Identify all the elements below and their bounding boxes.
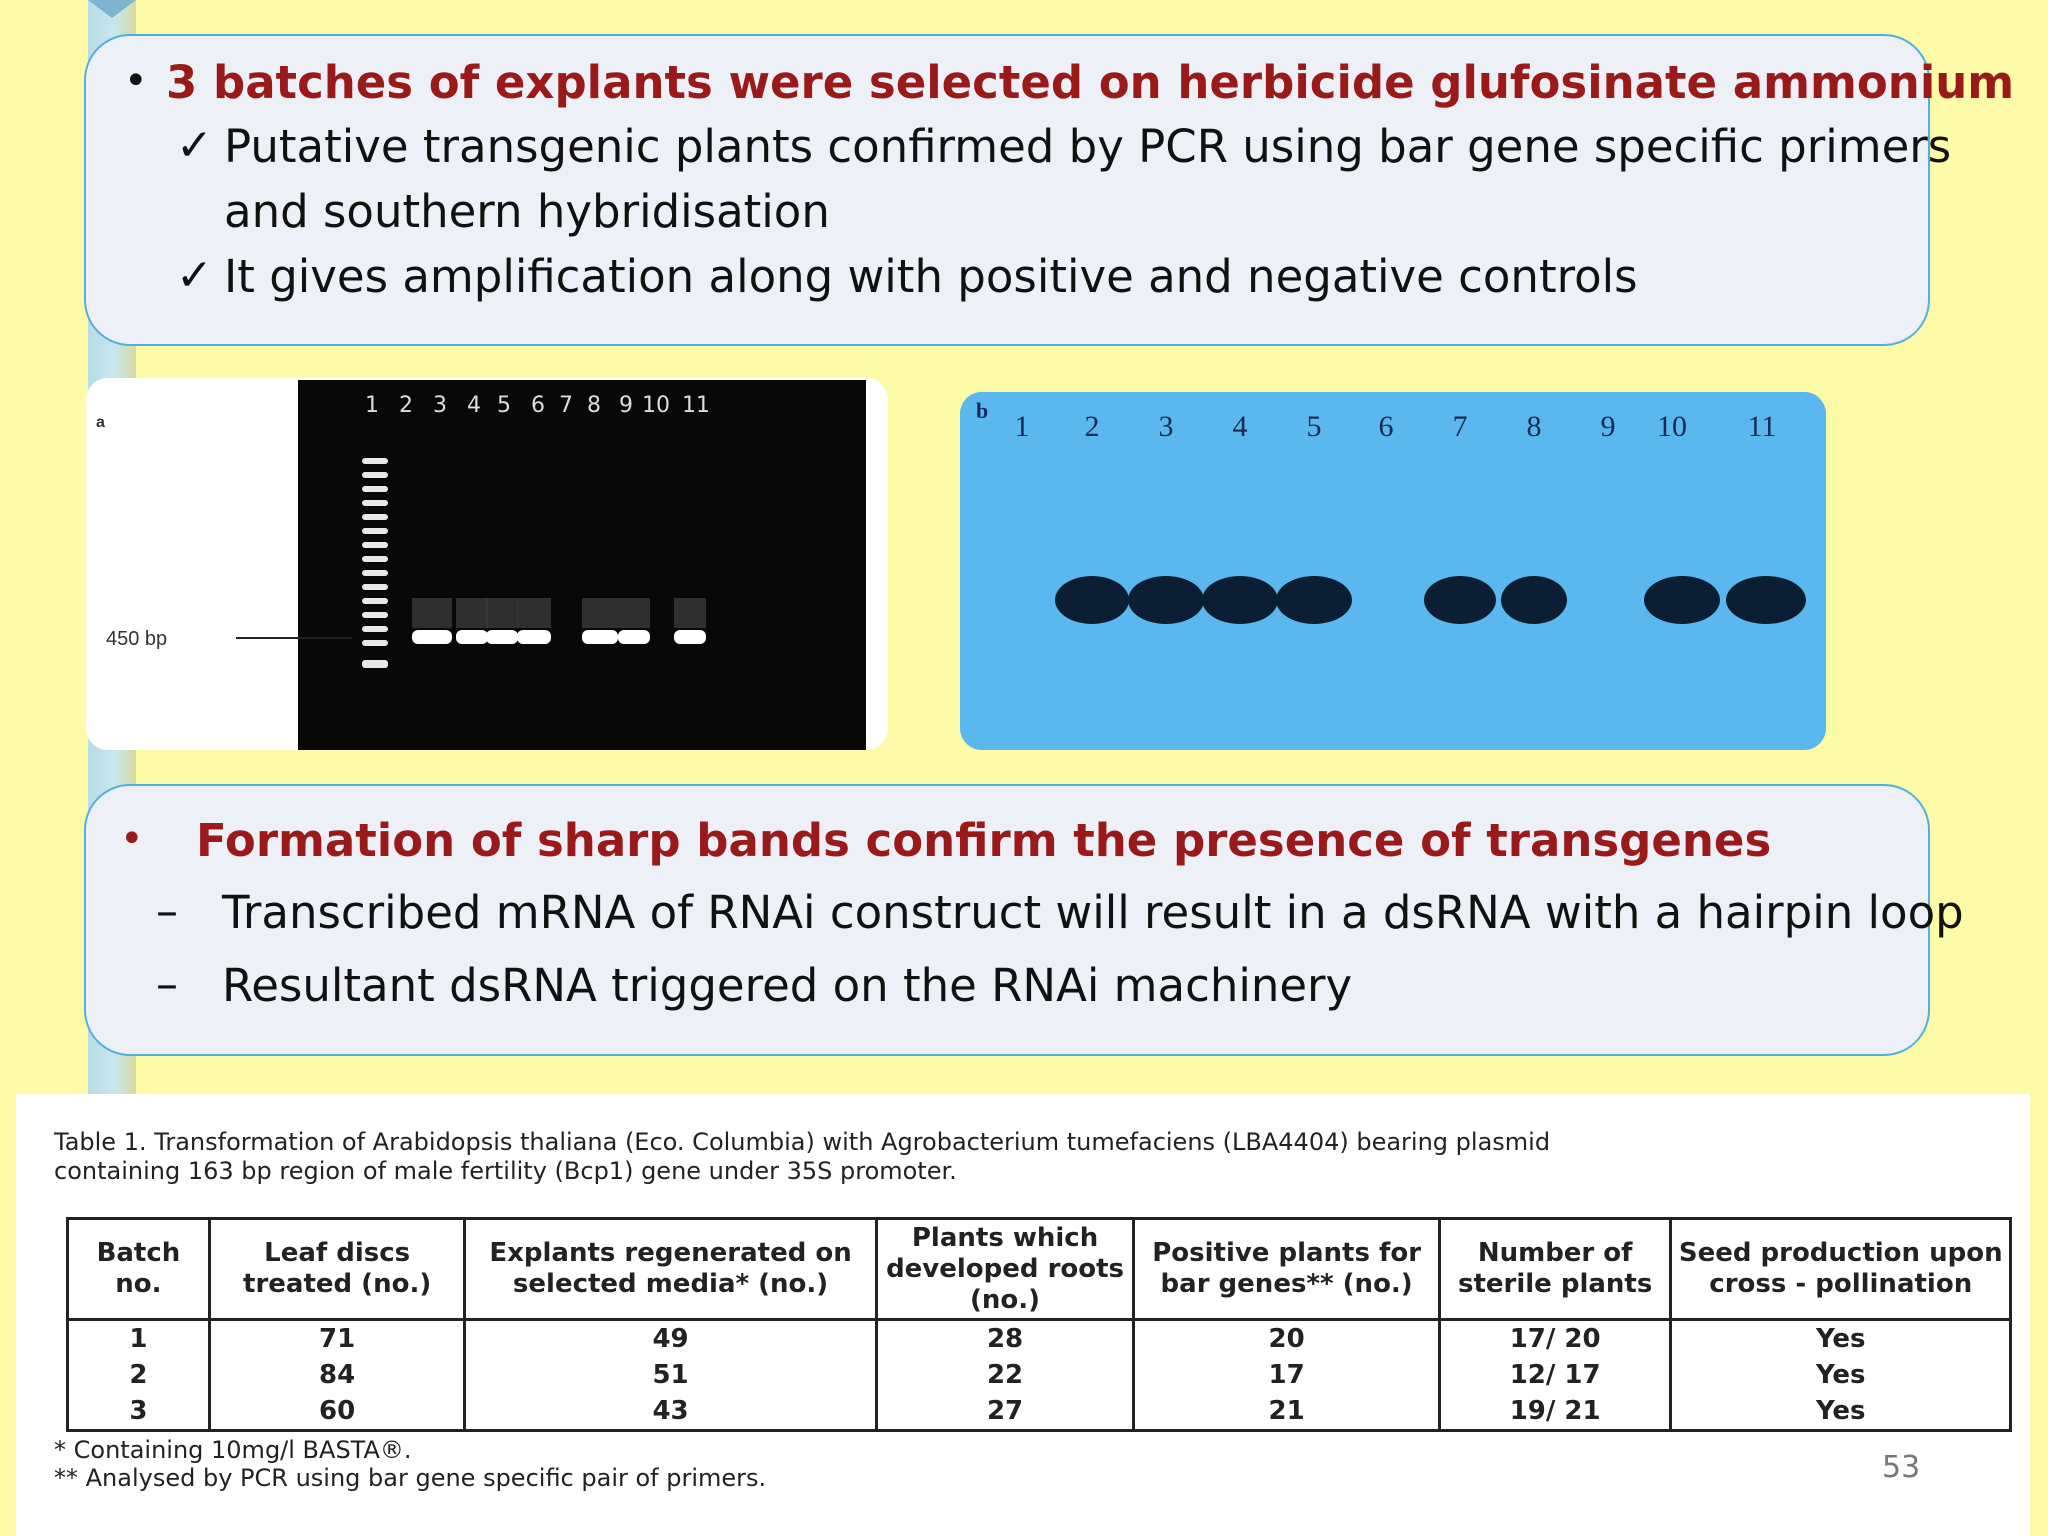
table-cell: 20 <box>1134 1320 1439 1358</box>
summary-panel-top <box>84 34 2015 346</box>
table-cell: 84 <box>209 1357 465 1393</box>
ladder-band <box>362 612 388 618</box>
table-cell: 19/ 21 <box>1439 1393 1671 1431</box>
gel-lane-number: 2 <box>399 393 413 418</box>
blot-lane-number: 9 <box>1600 410 1616 443</box>
ladder-band <box>362 584 388 590</box>
table-header-cell: Seed production upon cross - pollination <box>1671 1219 2011 1320</box>
blot-lane-number: 2 <box>1084 410 1100 443</box>
table-cell: 27 <box>876 1393 1134 1431</box>
blot-lane-number: 4 <box>1232 410 1248 443</box>
gel-lane-number: 4 <box>467 393 481 418</box>
table-cell: 1 <box>68 1320 210 1358</box>
panel-item: Resultant dsRNA triggered on the RNAi machinery <box>222 959 1353 1012</box>
panel-item: It gives amplification along with positive and negative controls <box>224 250 1638 303</box>
bullet-marker: • <box>120 816 144 862</box>
table-cell: 60 <box>209 1393 465 1431</box>
blot-band <box>1501 576 1567 624</box>
ladder-band <box>362 528 388 534</box>
blot-band <box>1202 576 1278 624</box>
ladder-band <box>362 486 388 492</box>
gel-band <box>412 630 452 644</box>
ladder-band <box>362 660 388 668</box>
gel-band <box>618 630 650 644</box>
gel-smear <box>618 598 650 628</box>
ladder-band <box>362 598 388 604</box>
gel-smear <box>456 598 488 628</box>
gel-smear <box>517 598 551 628</box>
table-cell: Yes <box>1671 1393 2011 1431</box>
blot-band <box>1276 576 1352 624</box>
check-icon: ✓ <box>176 250 213 301</box>
summary-panel-bottom <box>84 784 1964 1056</box>
table-header-row <box>68 1219 2011 1320</box>
ladder-band <box>362 556 388 562</box>
pcr-gel-figure <box>86 378 888 750</box>
ladder-band <box>362 570 388 576</box>
southern-blot-image <box>960 392 1826 750</box>
bullet-marker: • <box>124 58 148 104</box>
table-header-cell: Leaf discs treated (no.) <box>209 1219 465 1320</box>
gel-lane-number: 10 <box>642 393 670 418</box>
southern-blot-figure <box>960 392 1826 750</box>
blot-band <box>1424 576 1496 624</box>
table-cell: 71 <box>209 1320 465 1358</box>
dash-marker: – <box>156 886 178 937</box>
table-header-cell: Positive plants for bar genes** (no.) <box>1134 1219 1439 1320</box>
gel-smear <box>412 598 452 628</box>
blot-lane-number: 5 <box>1306 410 1322 443</box>
gel-lane-number: 5 <box>497 393 511 418</box>
blot-lane-number: 11 <box>1747 410 1777 443</box>
marker-label: 450 bp <box>106 628 168 650</box>
transformation-table <box>16 1094 2030 1536</box>
panel-item: and southern hybridisation <box>224 185 830 238</box>
gel-lane-number: 1 <box>365 393 379 418</box>
gel-lane-number: 6 <box>531 393 545 418</box>
blot-band <box>1644 576 1720 624</box>
table-footnote: * Containing 10mg/l BASTA®. <box>54 1436 412 1464</box>
blot-lane-number: 7 <box>1452 410 1468 443</box>
table-row <box>68 1393 2011 1431</box>
panel-heading: Formation of sharp bands confirm the presence of transgenes <box>196 814 1772 867</box>
blot-lane-number: 8 <box>1526 410 1542 443</box>
gel-smear <box>674 598 706 628</box>
check-icon: ✓ <box>176 120 213 171</box>
ladder-band <box>362 472 388 478</box>
table-cell: 43 <box>465 1393 876 1431</box>
gel-band <box>456 630 488 644</box>
table-header-cell: Number of sterile plants <box>1439 1219 1671 1320</box>
gel-band <box>517 630 551 644</box>
blot-lane-number: 1 <box>1014 410 1030 443</box>
gel-lane-number: 3 <box>433 393 447 418</box>
table-cell: Yes <box>1671 1320 2011 1358</box>
table-cell: 17 <box>1134 1357 1439 1393</box>
page-number: 53 <box>1882 1450 1921 1485</box>
table-cell: 49 <box>465 1320 876 1358</box>
table-cell: 17/ 20 <box>1439 1320 1671 1358</box>
table-cell: 28 <box>876 1320 1134 1358</box>
side-decoration-notch <box>88 0 136 18</box>
table-header-cell: Batch no. <box>68 1219 210 1320</box>
table-cell: 2 <box>68 1357 210 1393</box>
table-header-cell: Explants regenerated on selected media* (no.) <box>465 1219 876 1320</box>
gel-lane-number: 11 <box>682 393 710 418</box>
blot-lane-number: 6 <box>1378 410 1394 443</box>
blot-band <box>1128 576 1204 624</box>
gel-smear <box>486 598 518 628</box>
table-row <box>68 1320 2011 1358</box>
table-cell: 51 <box>465 1357 876 1393</box>
gel-band <box>486 630 518 644</box>
table-cell: 22 <box>876 1357 1134 1393</box>
blot-panel-label: b <box>976 398 989 423</box>
gel-panel-label: a <box>96 414 105 431</box>
gel-band <box>582 630 618 644</box>
table-cell: 3 <box>68 1393 210 1431</box>
gel-smear <box>582 598 618 628</box>
panel-item: Transcribed mRNA of RNAi construct will result in a dsRNA with a hairpin loop <box>222 886 1964 939</box>
blot-band <box>1055 576 1129 624</box>
table-footnote: ** Analysed by PCR using bar gene specific pair of primers. <box>54 1464 767 1492</box>
panel-item: Putative transgenic plants confirmed by PCR using bar gene specific primers <box>224 120 1952 173</box>
ladder-band <box>362 626 388 632</box>
table-cell: 12/ 17 <box>1439 1357 1671 1393</box>
ladder-band <box>362 458 388 464</box>
table-cell: 21 <box>1134 1393 1439 1431</box>
results-table <box>66 1217 2012 1432</box>
panel-heading: 3 batches of explants were selected on herbicide glufosinate ammonium <box>166 56 2015 109</box>
ladder-band <box>362 640 388 646</box>
ladder-band <box>362 500 388 506</box>
table-cell: Yes <box>1671 1357 2011 1393</box>
dash-marker: – <box>156 959 178 1010</box>
gel-band <box>674 630 706 644</box>
table-caption: Table 1. Transformation of Arabidopsis thaliana (Eco. Columbia) with Agrobacterium tumefaciens (LBA4404) bearing plasmid <box>54 1128 1551 1156</box>
table-caption: containing 163 bp region of male fertility (Bcp1) gene under 35S promoter. <box>54 1157 957 1185</box>
gel-lane-number: 9 <box>619 393 633 418</box>
blot-lane-number: 10 <box>1657 410 1687 443</box>
table-row <box>68 1357 2011 1393</box>
ladder-band <box>362 542 388 548</box>
ladder-band <box>362 514 388 520</box>
table-header-cell: Plants which developed roots (no.) <box>876 1219 1134 1320</box>
pcr-gel-image <box>86 378 888 750</box>
blot-band <box>1726 576 1806 624</box>
gel-lane-number: 8 <box>587 393 601 418</box>
blot-lane-number: 3 <box>1158 410 1174 443</box>
gel-lane-number: 7 <box>559 393 573 418</box>
